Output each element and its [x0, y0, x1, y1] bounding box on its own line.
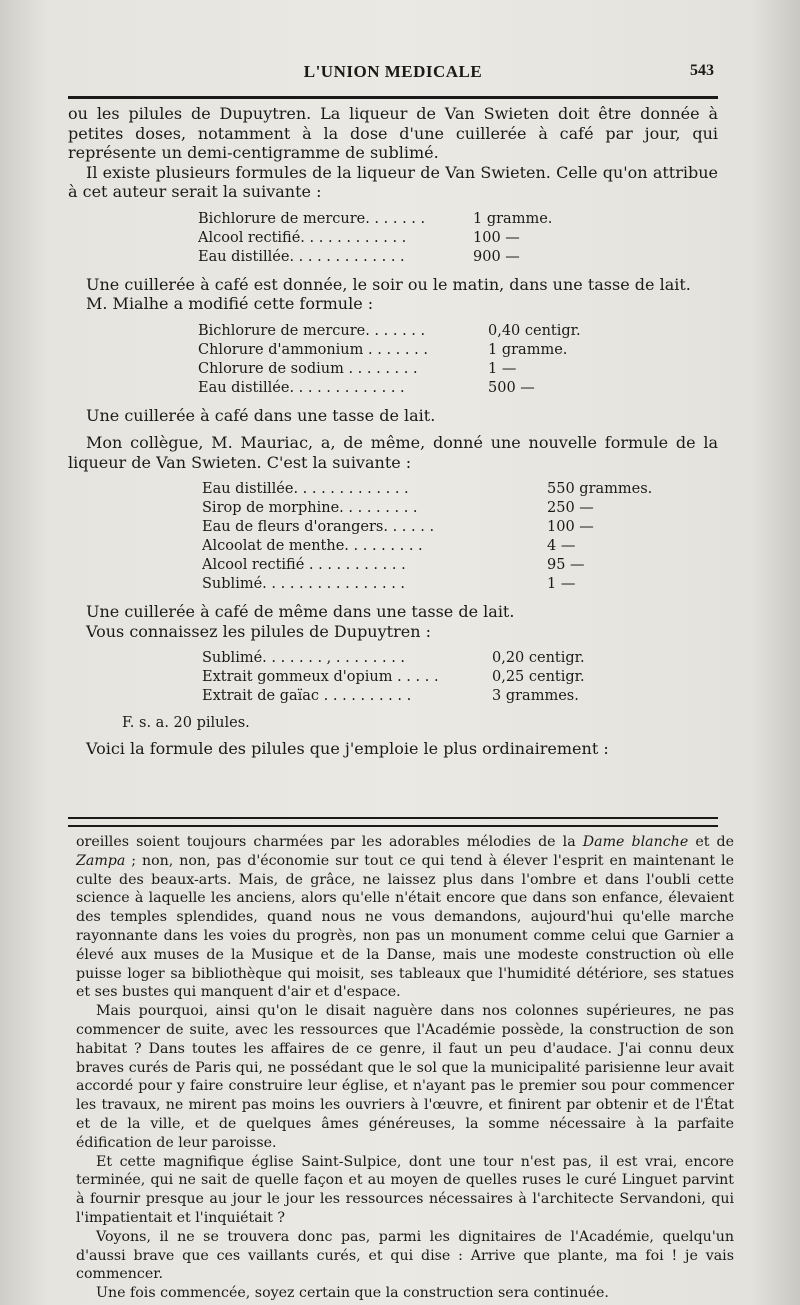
formula-row	[68, 537, 718, 556]
formula-row	[68, 499, 718, 518]
formula-van-swieten	[68, 210, 718, 267]
article-body	[68, 104, 718, 759]
formula-row	[68, 379, 718, 398]
formula-row	[68, 229, 718, 248]
opera-title: Zampa	[76, 852, 126, 869]
amount: 500 —	[488, 379, 535, 396]
ingredient: Alcool rectifié. . . . . . . . . . . .	[198, 229, 407, 246]
amount: 95 —	[547, 557, 585, 573]
paragraph: M. Mialhe a modifié cette formule :	[86, 294, 374, 313]
paragraph: Voyons, il ne se trouvera donc pas, parmi les dignitaires de l'Académie, quelqu'un d'aussi brave que ces vaillants curés, et qui dise : Arrive que plante, ma foi ! je vais commencer.	[76, 1228, 734, 1283]
paragraph: Une cuillerée à café est donnée, le soir ou le matin, dans une tasse de lait.	[86, 274, 691, 294]
running-title: L'UNION MEDICALE	[303, 62, 483, 81]
text-run: oreilles soient toujours charmées par les adorables mélodies de la	[76, 834, 583, 850]
ingredient: Bichlorure de mercure. . . . . . .	[198, 210, 426, 227]
paragraph: Mais pourquoi, ainsi qu'on le disait naguère dans nos colonnes supérieures, ne pas commencer de suite, avec les ressources que l'Académie possède, la construction de son habitat ? Dans toutes les affaires de ce genre, il faut un peu d'audace. J'ai connu deux braves curés de Paris qui, ne possédant que le sol que la municipalité parisienne leur avait accordé pour y faire construire leur église, et n'ayant pas le premier sou pour commencer les travaux, ne mirent pas moins les ouvriers à l'œuvre, et finirent par obtenir et de l'État et de la ville, et de quelques âmes généreuses, la somme nécessaire à la parfaite édification de leur paroisse.	[76, 1003, 734, 1151]
text-run: ; non, non, pas d'économie sur tout ce qui tend à élever l'esprit en maintenant le culte des beaux-arts. Mais, de grâce, ne laissez plus dans l'ombre et dans l'oubli cette science à laquelle les anciens, alors qu'elle n'était encore que dans son enfance, élevaient des temples splendides, quand nous ne vous demandons, aujourd'hui qu'elle marche rayonnante dans les voies du progrès, non pas un monument comme celui que Garnier a élevé aux muses de la Musique et de la Danse, mais une modeste construction où elle puisse loger sa bibliothèque qui moisit, ses tableaux que l'humidité détériore, ses statues et ses bustes qui manquent d'air et d'espace.	[76, 852, 734, 1001]
ingredient: Eau distillée. . . . . . . . . . . . .	[198, 248, 405, 265]
paragraph: ou les pilules de Dupuytren. La liqueur de Van Swieten doit être donnée à petites doses, notamment à la dose d'une cuillerée à café par jour, qui représente un demi-centigramme de sublimé.	[68, 104, 718, 162]
paragraph: Et cette magnifique église Saint-Sulpice, dont une tour n'est pas, il est vrai, encore terminée, qui ne sait de quelle façon et au moyen de quelles ruses le curé Linguet parvint à fournir presque au jour le jour les ressources nécessaires à l'architecte Servandoni, qui l'impatientait et l'inquiétait ?	[76, 1153, 734, 1226]
ingredient: Eau de fleurs d'orangers. . . . . .	[202, 519, 435, 535]
amount: 4 —	[547, 538, 576, 554]
amount: 900 —	[473, 248, 520, 265]
paragraph: Une fois commencée, soyez certain que la construction sera continuée.	[96, 1285, 609, 1302]
amount: 0,40 centigr.	[488, 322, 581, 339]
formula-row	[68, 322, 718, 341]
amount: 0,25 centigr.	[492, 669, 585, 685]
prescription-note: F. s. a. 20 pilules.	[122, 715, 250, 731]
formula-row	[68, 649, 718, 668]
formula-row	[68, 518, 718, 537]
formula-row	[68, 687, 718, 706]
paragraph	[76, 833, 734, 1002]
ingredient: Eau distillée. . . . . . . . . . . . .	[202, 481, 409, 497]
formula-row	[68, 210, 718, 229]
page-number: 543	[690, 62, 714, 79]
paragraph: Vous connaissez les pilules de Dupuytren :	[86, 621, 431, 641]
amount: 1 gramme.	[473, 210, 553, 227]
ingredient: Chlorure d'ammonium . . . . . . .	[198, 341, 428, 358]
amount: 1 —	[547, 576, 576, 592]
paragraph: Il existe plusieurs formules de la liqueur de Van Swieten. Celle qu'on attribue à cet auteur serait la suivante :	[68, 162, 718, 201]
amount: 1 gramme.	[488, 341, 568, 358]
formula-row	[68, 480, 718, 499]
amount: 100 —	[473, 229, 520, 246]
paragraph: Une cuillerée à café dans une tasse de lait.	[86, 405, 436, 425]
amount: 550 grammes.	[547, 481, 653, 497]
amount: 250 —	[547, 500, 594, 516]
ingredient: Eau distillée. . . . . . . . . . . . .	[198, 379, 405, 396]
opera-title: Dame blanche	[582, 834, 689, 850]
amount: 1 —	[488, 360, 517, 377]
ingredient: Extrait gommeux d'opium . . . . .	[202, 669, 439, 685]
ingredient: Chlorure de sodium . . . . . . . .	[198, 360, 418, 377]
paragraph: Une cuillerée à café de même dans une tasse de lait.	[86, 602, 515, 621]
ingredient: Sublimé. . . . . . . , . . . . . . . .	[202, 650, 406, 666]
ingredient: Sirop de morphine. . . . . . . . .	[202, 500, 418, 516]
ingredient: Extrait de gaïac . . . . . . . . . .	[202, 688, 412, 704]
ingredient: Alcool rectifié . . . . . . . . . . .	[202, 557, 406, 573]
formula-dupuytren	[68, 649, 718, 706]
ingredient: Bichlorure de mercure. . . . . . .	[198, 322, 426, 339]
text-run: et de	[688, 834, 734, 850]
header-rule	[68, 96, 718, 99]
page-header	[68, 62, 718, 88]
formula-mauriac	[68, 480, 718, 594]
amount: 3 grammes.	[492, 688, 579, 704]
formula-row	[68, 668, 718, 687]
ingredient: Alcoolat de menthe. . . . . . . . .	[202, 538, 423, 554]
formula-row	[68, 341, 718, 360]
formula-row	[68, 556, 718, 575]
formula-row	[68, 360, 718, 379]
feuilleton-divider	[68, 817, 718, 827]
paragraph: Mon collègue, M. Mauriac, a, de même, donné une nouvelle formule de la liqueur de Van Swieten. C'est la suivante :	[68, 433, 718, 472]
feuilleton-section	[76, 833, 734, 1303]
paragraph: Voici la formule des pilules que j'emploie le plus ordinairement :	[86, 739, 609, 758]
formula-row	[68, 575, 718, 594]
ingredient: Sublimé. . . . . . . . . . . . . . . .	[202, 576, 406, 592]
amount: 100 —	[547, 519, 594, 535]
amount: 0,20 centigr.	[492, 650, 585, 666]
formula-row	[68, 248, 718, 267]
formula-mialhe	[68, 322, 718, 398]
